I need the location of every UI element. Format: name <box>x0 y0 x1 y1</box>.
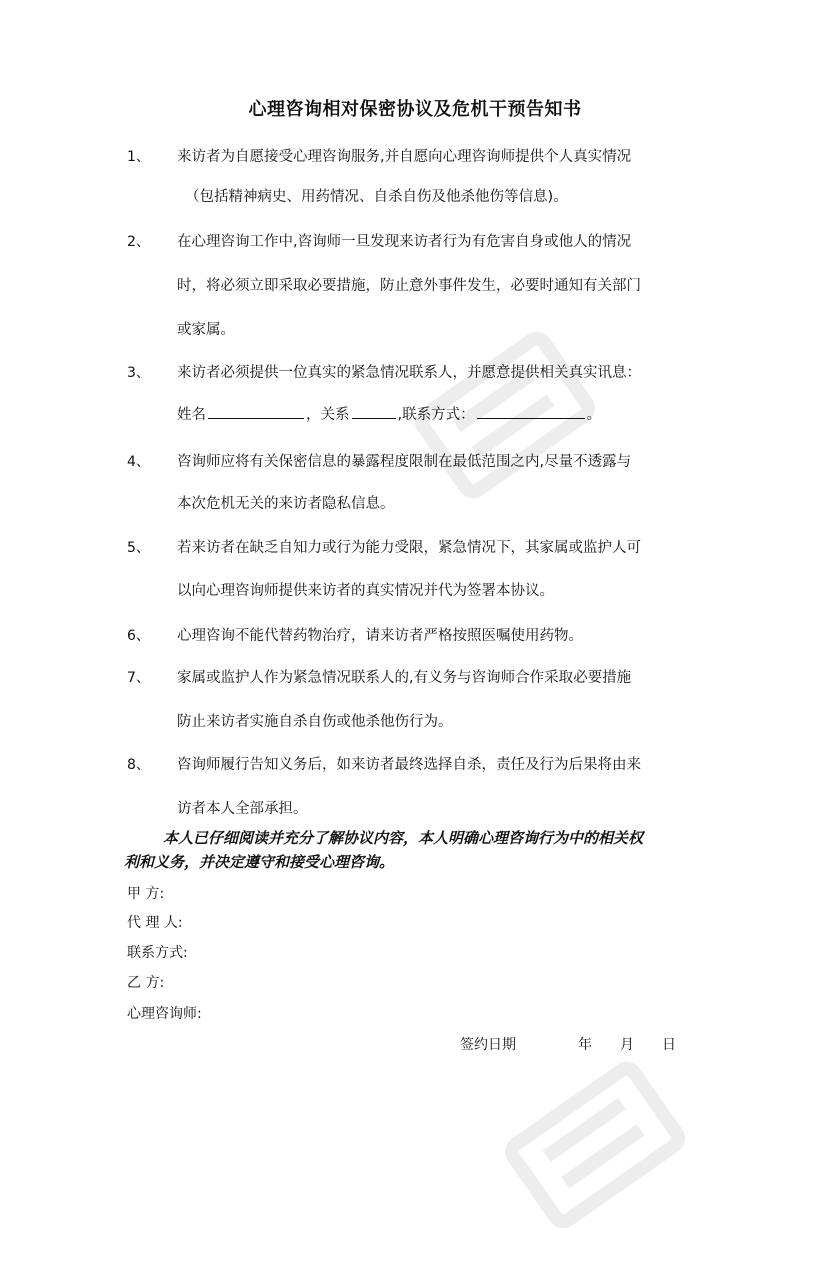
contact-fill-line <box>177 403 601 424</box>
item-number: 1、 <box>127 149 150 165</box>
item-text-line: 来访者为自愿接受心理咨询服务,并自愿向心理咨询师提供个人真实情况 <box>177 149 632 165</box>
sign-date-label: 签约日期 <box>460 1037 516 1053</box>
sign-date-month: 月 <box>620 1037 634 1053</box>
item-text-line: 咨询师履行告知义务后，如来访者最终选择自杀，责任及行为后果将由来 <box>177 757 641 773</box>
item-text-line: （包括精神病史、用药情况、自杀自伤及他杀他伤等信息)。 <box>185 189 568 205</box>
item-text-line: 或家属。 <box>177 322 235 338</box>
line-end: 。 <box>586 407 602 423</box>
item-number: 7、 <box>127 670 150 686</box>
item-text-line: 本次危机无关的来访者隐私信息。 <box>177 496 395 512</box>
item-number: 6、 <box>127 628 150 644</box>
item-number: 2、 <box>127 234 150 250</box>
sign-date-day: 日 <box>662 1037 676 1053</box>
acknowledgement-line: 利和义务，并决定遵守和接受心理咨询。 <box>124 853 395 871</box>
counselor-field: 心理咨询师: <box>127 1006 202 1022</box>
item-number: 4、 <box>127 454 150 470</box>
item-text-line: 心理咨询不能代替药物治疗，请来访者严格按照医嘱使用药物。 <box>177 628 583 644</box>
item-number: 3、 <box>127 365 150 381</box>
party-a-field: 甲 方: <box>127 886 165 902</box>
item-text-line: 家属或监护人作为紧急情况联系人的,有义务与咨询师合作采取必要措施 <box>177 670 632 686</box>
item-text-line: 若来访者在缺乏自知力或行为能力受限，紧急情况下，其家属或监护人可 <box>177 540 641 556</box>
item-text-line: 来访者必须提供一位真实的紧急情况联系人，并愿意提供相关真实讯息： <box>177 365 641 381</box>
item-text-line: 访者本人全部承担。 <box>177 801 308 817</box>
party-b-field: 乙 方: <box>127 975 165 991</box>
item-text-line: 在心理咨询工作中,咨询师一旦发现来访者行为有危害自身或他人的情况 <box>177 234 632 250</box>
item-number: 5、 <box>127 540 150 556</box>
watermark-graphic <box>480 1030 710 1260</box>
contact-blank[interactable] <box>477 404 585 419</box>
relation-blank[interactable] <box>352 404 396 419</box>
agent-field: 代 理 人: <box>127 915 183 931</box>
acknowledgement-line: 本人已仔细阅读并充分了解协议内容，本人明确心理咨询行为中的相关权 <box>163 829 644 847</box>
item-text-line: 防止来访者实施自杀自伤或他杀他伤行为。 <box>177 714 453 730</box>
contact-label: ,联系方式： <box>397 407 475 423</box>
relation-label: ，关系 <box>306 407 350 423</box>
contact-field: 联系方式: <box>127 945 188 961</box>
item-text-line: 咨询师应将有关保密信息的暴露程度限制在最低范围之内,尽量不透露与 <box>177 454 632 470</box>
document-title: 心理咨询相对保密协议及危机干预告知书 <box>248 99 582 120</box>
item-number: 8、 <box>127 757 150 773</box>
item-text-line: 时，将必须立即采取必要措施，防止意外事件发生，必要时通知有关部门 <box>177 278 641 294</box>
sign-date-year: 年 <box>578 1037 592 1053</box>
name-label: 姓名 <box>177 407 206 423</box>
name-blank[interactable] <box>208 404 304 419</box>
watermark-icon <box>480 1030 710 1260</box>
item-text-line: 以向心理咨询师提供来访者的真实情况并代为签署本协议。 <box>177 583 554 599</box>
